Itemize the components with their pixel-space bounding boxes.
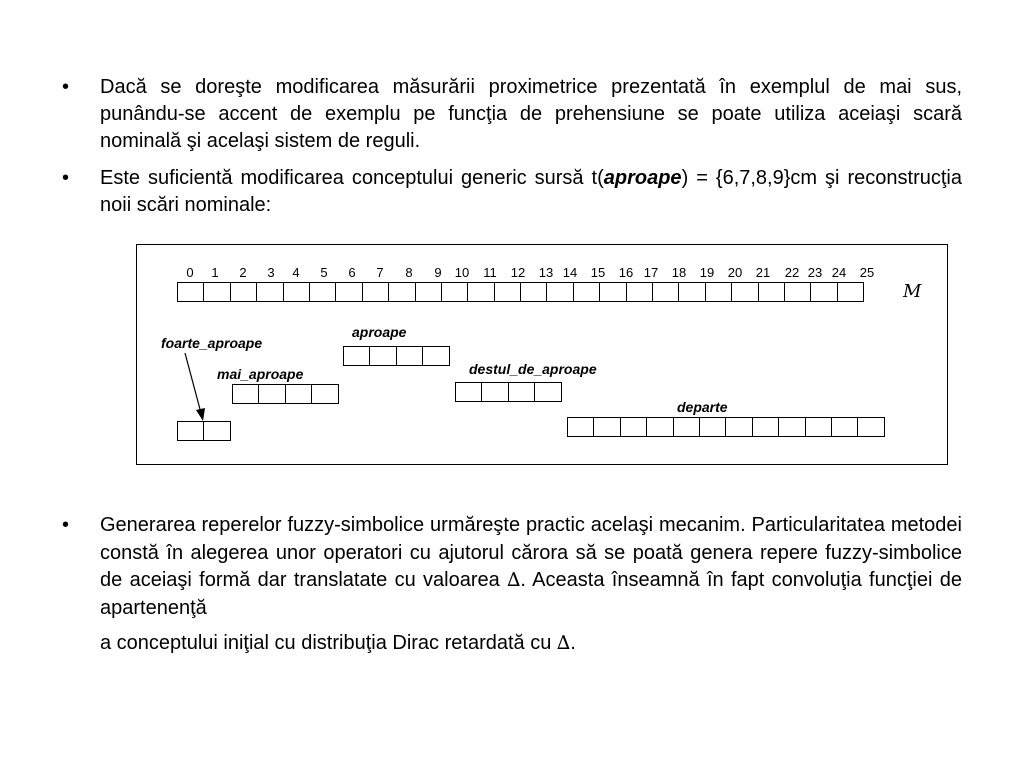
bullet-3-text-part2: . Aceasta înseamnă în fapt convoluţia funcţiei de apartenenţă (100, 569, 962, 619)
scale-number: 21 (755, 265, 771, 280)
bullet-3 (62, 512, 962, 658)
bullet-2-text-before: Este suficientă modificarea conceptului generic sursă t( (100, 167, 604, 189)
arrow-icon (137, 245, 949, 466)
bullet-marker: • (62, 76, 70, 98)
scale-number: 9 (434, 265, 442, 280)
bullet-2 (62, 165, 962, 219)
delta-symbol: ∆ (507, 569, 521, 592)
bullet-3-text (100, 512, 962, 658)
bullet-2-text (100, 165, 962, 219)
scale-number: 11 (483, 265, 497, 280)
scale-number: 25 (859, 265, 875, 280)
scale-number: 14 (562, 265, 578, 280)
scale-number: 12 (510, 265, 526, 280)
delta-symbol: ∆ (556, 632, 571, 655)
bullet-3-text-part1: Generarea reperelor fuzzy-simbolice urmăreşte practic acelaşi mecanim. Particularitatea metodei constă în alegerea unor operatori cu ajutorul cărora să se poată genera repere fuzzy-simbolice de aceiaşi formă dar translatate cu valoarea (100, 514, 962, 592)
label-mai-aproape: mai_aproape (217, 366, 304, 382)
scale-number: 5 (320, 265, 328, 280)
bullet-1-text: Dacă se doreşte modificarea măsurării proximetrice prezentată în exemplul de mai sus, punându-se accent de exemplu pe funcţia de prehensiune se poate utiliza aceiaşi scară nominală şi acelaşi sistem de reguli. (100, 76, 962, 152)
bullet-2-text-after: ) = {6,7,8,9}cm şi reconstrucţia noii scări nominale: (100, 167, 962, 216)
scale-number: 19 (699, 265, 715, 280)
bullet-marker: • (62, 167, 70, 189)
scale-number: 18 (671, 265, 687, 280)
scale-number: 6 (348, 265, 356, 280)
label-destul-de-aproape: destul_de_aproape (469, 361, 597, 377)
nominal-scale-diagram (136, 244, 948, 465)
scale-number: 0 (186, 265, 194, 280)
scale-number: 1 (211, 265, 219, 280)
bullet-3-text-part4: . (570, 632, 576, 655)
scale-symbol: M (903, 281, 922, 302)
scale-number: 15 (590, 265, 606, 280)
scale-number: 23 (807, 265, 823, 280)
scale-number: 20 (727, 265, 743, 280)
scale-number: 3 (267, 265, 275, 280)
scale-number: 22 (784, 265, 800, 280)
scale-number: 13 (538, 265, 554, 280)
bullet-marker: • (62, 514, 70, 536)
scale-number: 16 (618, 265, 634, 280)
bullet-2-emphasis: aproape (603, 167, 682, 189)
scale-number: 2 (239, 265, 247, 280)
scale-number: 7 (376, 265, 384, 280)
scale-number: 8 (405, 265, 413, 280)
bullet-1 (62, 74, 962, 155)
label-foarte-aproape: foarte_aproape (161, 335, 263, 351)
scale-number: 4 (292, 265, 300, 280)
bullet-3-text-part3: a conceptului iniţial cu distribuţia Dirac retardată cu (100, 632, 557, 655)
scale-number: 17 (643, 265, 659, 280)
label-aproape: aproape (352, 324, 407, 340)
scale-number: 10 (454, 265, 470, 280)
label-departe: departe (677, 399, 728, 415)
scale-number: 24 (831, 265, 847, 280)
